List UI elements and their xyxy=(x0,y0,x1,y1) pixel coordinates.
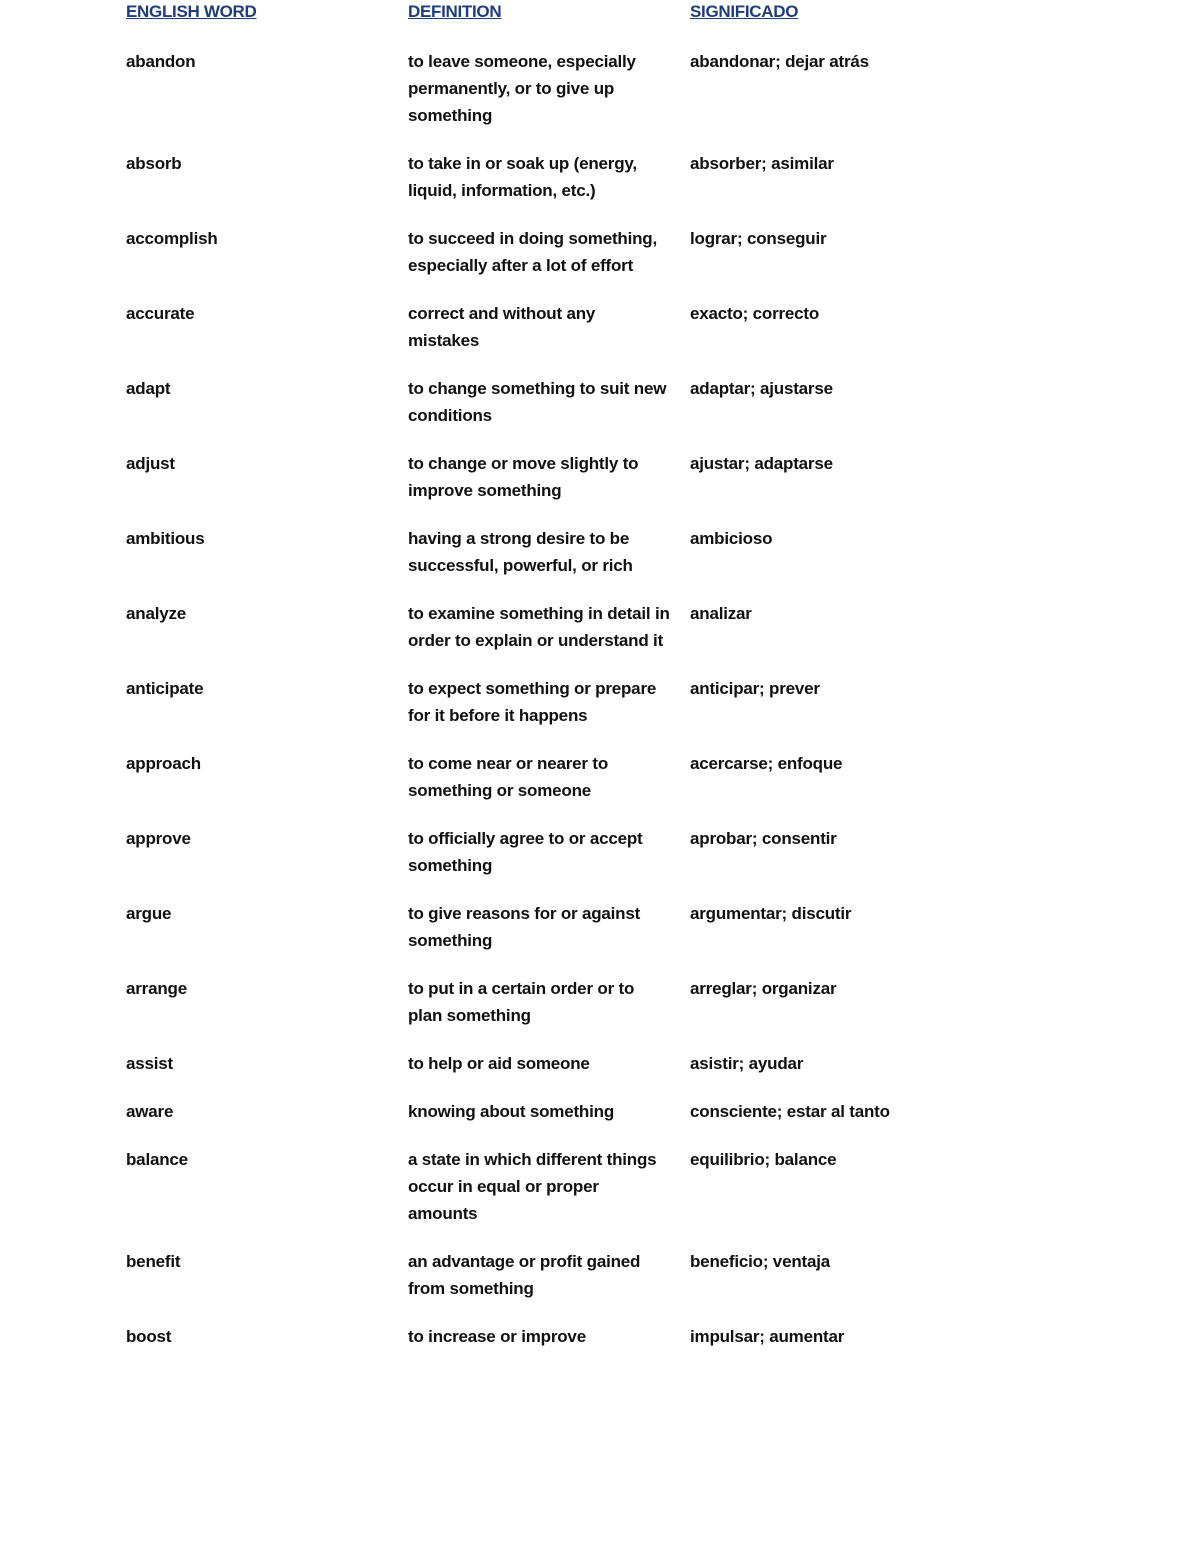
definition: to help or aid someone xyxy=(408,1054,590,1073)
table-row xyxy=(120,823,920,898)
table-body xyxy=(120,46,920,1369)
english-word: benefit xyxy=(126,1252,181,1271)
table-row xyxy=(120,223,920,298)
definition: to change or move slightly to improve something xyxy=(408,454,639,500)
significado: arreglar; organizar xyxy=(690,979,837,998)
table-row xyxy=(120,1144,920,1246)
english-word: assist xyxy=(126,1054,174,1073)
table-row xyxy=(120,298,920,373)
significado: aprobar; consentir xyxy=(690,829,837,848)
significado: lograr; conseguir xyxy=(690,229,827,248)
english-word: ambitious xyxy=(126,529,205,548)
table-row xyxy=(120,448,920,523)
english-word: adapt xyxy=(126,379,171,398)
table-row xyxy=(120,1096,920,1144)
table-row xyxy=(120,523,920,598)
significado: consciente; estar al tanto xyxy=(690,1102,890,1121)
definition: to leave someone, especially permanently, or to give up something xyxy=(408,52,636,125)
definition: a state in which different things occur in equal or proper amounts xyxy=(408,1150,657,1223)
definition: an advantage or profit gained from something xyxy=(408,1252,641,1298)
significado: argumentar; discutir xyxy=(690,904,852,923)
table-row xyxy=(120,373,920,448)
significado: analizar xyxy=(690,604,752,623)
table-row xyxy=(120,748,920,823)
english-word: aware xyxy=(126,1102,174,1121)
english-word: anticipate xyxy=(126,679,204,698)
english-word: balance xyxy=(126,1150,188,1169)
definition: to put in a certain order or to plan something xyxy=(408,979,635,1025)
definition: to examine something in detail in order to explain or understand it xyxy=(408,604,670,650)
vocabulary-table xyxy=(120,0,920,1369)
english-word: adjust xyxy=(126,454,175,473)
definition: to come near or nearer to something or someone xyxy=(408,754,609,800)
significado: impulsar; aumentar xyxy=(690,1327,845,1346)
definition: to increase or improve xyxy=(408,1327,586,1346)
table-row xyxy=(120,598,920,673)
definition: to officially agree to or accept something xyxy=(408,829,643,875)
english-word: analyze xyxy=(126,604,187,623)
table-row xyxy=(120,673,920,748)
english-word: accurate xyxy=(126,304,195,323)
definition: having a strong desire to be successful, powerful, or rich xyxy=(408,529,633,575)
table-row xyxy=(120,148,920,223)
english-word: boost xyxy=(126,1327,172,1346)
significado: acercarse; enfoque xyxy=(690,754,843,773)
table-row xyxy=(120,46,920,148)
table-row xyxy=(120,898,920,973)
significado: anticipar; prever xyxy=(690,679,820,698)
significado: abandonar; dejar atrás xyxy=(690,52,869,71)
definition: to change something to suit new conditions xyxy=(408,379,667,425)
table-row xyxy=(120,1048,920,1096)
english-word: approve xyxy=(126,829,191,848)
significado: beneficio; ventaja xyxy=(690,1252,830,1271)
english-word: absorb xyxy=(126,154,182,173)
definition: to take in or soak up (energy, liquid, information, etc.) xyxy=(408,154,637,200)
significado: asistir; ayudar xyxy=(690,1054,804,1073)
significado: adaptar; ajustarse xyxy=(690,379,833,398)
english-word: approach xyxy=(126,754,201,773)
table-header xyxy=(120,0,920,46)
table-row xyxy=(120,1246,920,1321)
table-row xyxy=(120,1321,920,1369)
header-definition: DEFINITION xyxy=(408,2,502,21)
english-word: argue xyxy=(126,904,172,923)
header-significado: SIGNIFICADO xyxy=(690,2,799,21)
table-row xyxy=(120,973,920,1048)
definition: correct and without any mistakes xyxy=(408,304,596,350)
english-word: accomplish xyxy=(126,229,218,248)
english-word: abandon xyxy=(126,52,196,71)
significado: ambicioso xyxy=(690,529,773,548)
significado: absorber; asimilar xyxy=(690,154,834,173)
header-english-word: ENGLISH WORD xyxy=(126,2,257,21)
english-word: arrange xyxy=(126,979,187,998)
significado: ajustar; adaptarse xyxy=(690,454,833,473)
significado: exacto; correcto xyxy=(690,304,820,323)
definition: to succeed in doing something, especially after a lot of effort xyxy=(408,229,658,275)
header-row xyxy=(120,0,920,46)
definition: to expect something or prepare for it before it happens xyxy=(408,679,657,725)
significado: equilibrio; balance xyxy=(690,1150,837,1169)
definition: knowing about something xyxy=(408,1102,614,1121)
definition: to give reasons for or against something xyxy=(408,904,641,950)
